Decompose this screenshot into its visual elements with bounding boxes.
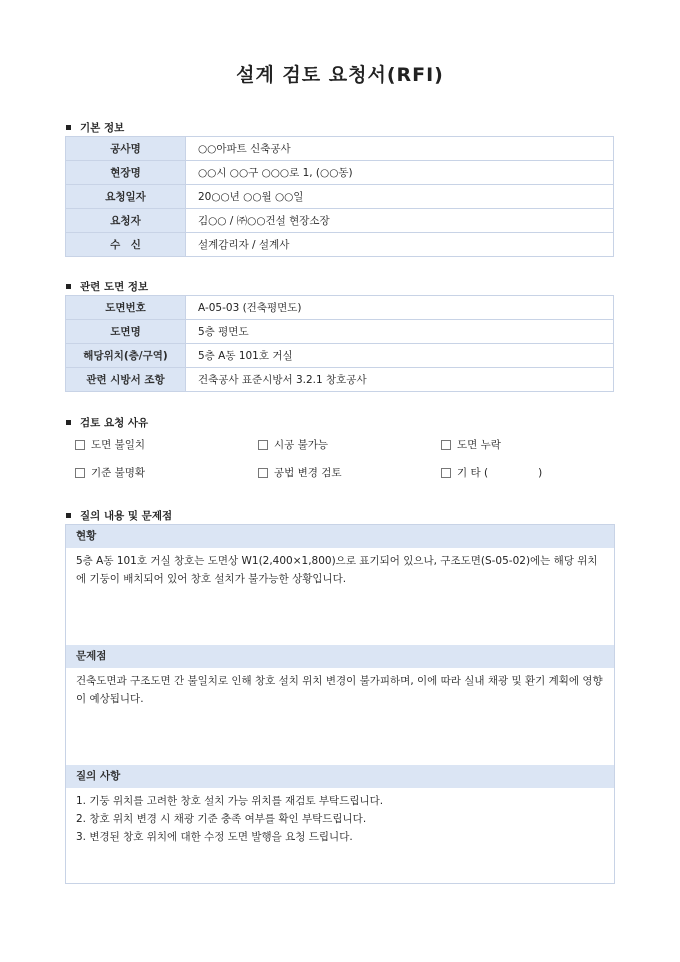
reason-checkbox[interactable] bbox=[75, 437, 145, 452]
inquiry-box bbox=[65, 524, 615, 884]
field-value[interactable]: 설계감리자 / 설계사 bbox=[186, 233, 614, 257]
table-row bbox=[66, 137, 614, 161]
page-title: 설계 검토 요청서(RFI) bbox=[236, 64, 444, 86]
checkbox-label: 시공 불가능 bbox=[274, 439, 329, 451]
field-label: 요청자 bbox=[66, 209, 186, 233]
field-value[interactable]: A-05-03 (건축평면도) bbox=[186, 296, 614, 320]
field-value[interactable]: 김○○ / ㈜○○건설 현장소장 bbox=[186, 209, 614, 233]
drawing-info-table bbox=[65, 295, 614, 392]
table-row bbox=[66, 233, 614, 257]
list-item: 2. 창호 위치 변경 시 채광 기준 충족 여부를 확인 부탁드립니다. bbox=[76, 813, 367, 825]
checkbox-icon[interactable] bbox=[441, 440, 451, 450]
section-title: 기본 정보 bbox=[80, 122, 125, 134]
checkbox-label: 기 타 ( ) bbox=[457, 467, 543, 479]
checkbox-label: 기준 불명확 bbox=[91, 467, 146, 479]
field-label: 수 신 bbox=[66, 233, 186, 257]
problem-text[interactable]: 건축도면과 구조도면 간 불일치로 인해 창호 설치 위치 변경이 불가피하며, 이에 따라 실내 채광 및 환기 계획에 영향이 예상됩니다. bbox=[76, 675, 603, 705]
checkbox-icon[interactable] bbox=[441, 468, 451, 478]
reason-checkbox[interactable] bbox=[441, 437, 501, 452]
checkbox-label: 공법 변경 검토 bbox=[274, 467, 342, 479]
field-label: 해당위치(층/구역) bbox=[66, 344, 186, 368]
section-title: 질의 내용 및 문제점 bbox=[80, 510, 173, 522]
field-label: 관련 시방서 조항 bbox=[66, 368, 186, 392]
status-text[interactable]: 5층 A동 101호 거실 창호는 도면상 W1(2,400×1,800)으로 표기되어 있으나, 구조도면(S-05-02)에는 해당 위치에 기둥이 배치되어 있어 창호 설치가 불가능한 상황입니다. bbox=[76, 555, 598, 585]
field-value[interactable]: ○○시 ○○구 ○○○로 1, (○○동) bbox=[186, 161, 614, 185]
basic-info-table bbox=[65, 136, 614, 257]
square-bullet-icon bbox=[66, 125, 71, 130]
section-heading-reason bbox=[66, 415, 148, 430]
field-value[interactable]: 5층 평면도 bbox=[186, 320, 614, 344]
status-heading: 현황 bbox=[66, 525, 614, 548]
field-value[interactable]: 5층 A동 101호 거실 bbox=[186, 344, 614, 368]
field-label: 요청일자 bbox=[66, 185, 186, 209]
section-heading-inquiry bbox=[66, 508, 172, 523]
checkbox-label: 도면 누락 bbox=[457, 439, 501, 451]
square-bullet-icon bbox=[66, 513, 71, 518]
section-title: 검토 요청 사유 bbox=[80, 417, 149, 429]
checkbox-icon[interactable] bbox=[75, 468, 85, 478]
list-item: 1. 기둥 위치를 고려한 창호 설치 가능 위치를 재검토 부탁드립니다. bbox=[76, 795, 384, 807]
field-value[interactable]: 건축공사 표준시방서 3.2.1 창호공사 bbox=[186, 368, 614, 392]
field-label: 도면번호 bbox=[66, 296, 186, 320]
section-heading-basic bbox=[66, 120, 124, 135]
questions-heading: 질의 사항 bbox=[66, 765, 614, 788]
square-bullet-icon bbox=[66, 420, 71, 425]
square-bullet-icon bbox=[66, 284, 71, 289]
table-row bbox=[66, 209, 614, 233]
table-row bbox=[66, 161, 614, 185]
checkbox-icon[interactable] bbox=[258, 468, 268, 478]
checkbox-icon[interactable] bbox=[75, 440, 85, 450]
section-heading-drawing bbox=[66, 279, 148, 294]
field-label: 현장명 bbox=[66, 161, 186, 185]
table-row bbox=[66, 320, 614, 344]
reason-checkbox[interactable] bbox=[258, 465, 342, 480]
field-label: 공사명 bbox=[66, 137, 186, 161]
checkbox-label: 도면 불일치 bbox=[91, 439, 146, 451]
reason-checkbox[interactable] bbox=[75, 465, 145, 480]
field-label: 도면명 bbox=[66, 320, 186, 344]
section-title: 관련 도면 정보 bbox=[80, 281, 149, 293]
field-value[interactable]: 20○○년 ○○월 ○○일 bbox=[186, 185, 614, 209]
questions-list[interactable] bbox=[66, 788, 614, 846]
list-item: 3. 변경된 창호 위치에 대한 수정 도면 발행을 요청 드립니다. bbox=[76, 831, 353, 843]
field-value[interactable]: ○○아파트 신축공사 bbox=[186, 137, 614, 161]
reason-checkbox[interactable] bbox=[441, 465, 542, 480]
table-row bbox=[66, 185, 614, 209]
table-row bbox=[66, 368, 614, 392]
table-row bbox=[66, 344, 614, 368]
reason-checkbox[interactable] bbox=[258, 437, 328, 452]
table-row bbox=[66, 296, 614, 320]
checkbox-icon[interactable] bbox=[258, 440, 268, 450]
problem-heading: 문제점 bbox=[66, 645, 614, 668]
